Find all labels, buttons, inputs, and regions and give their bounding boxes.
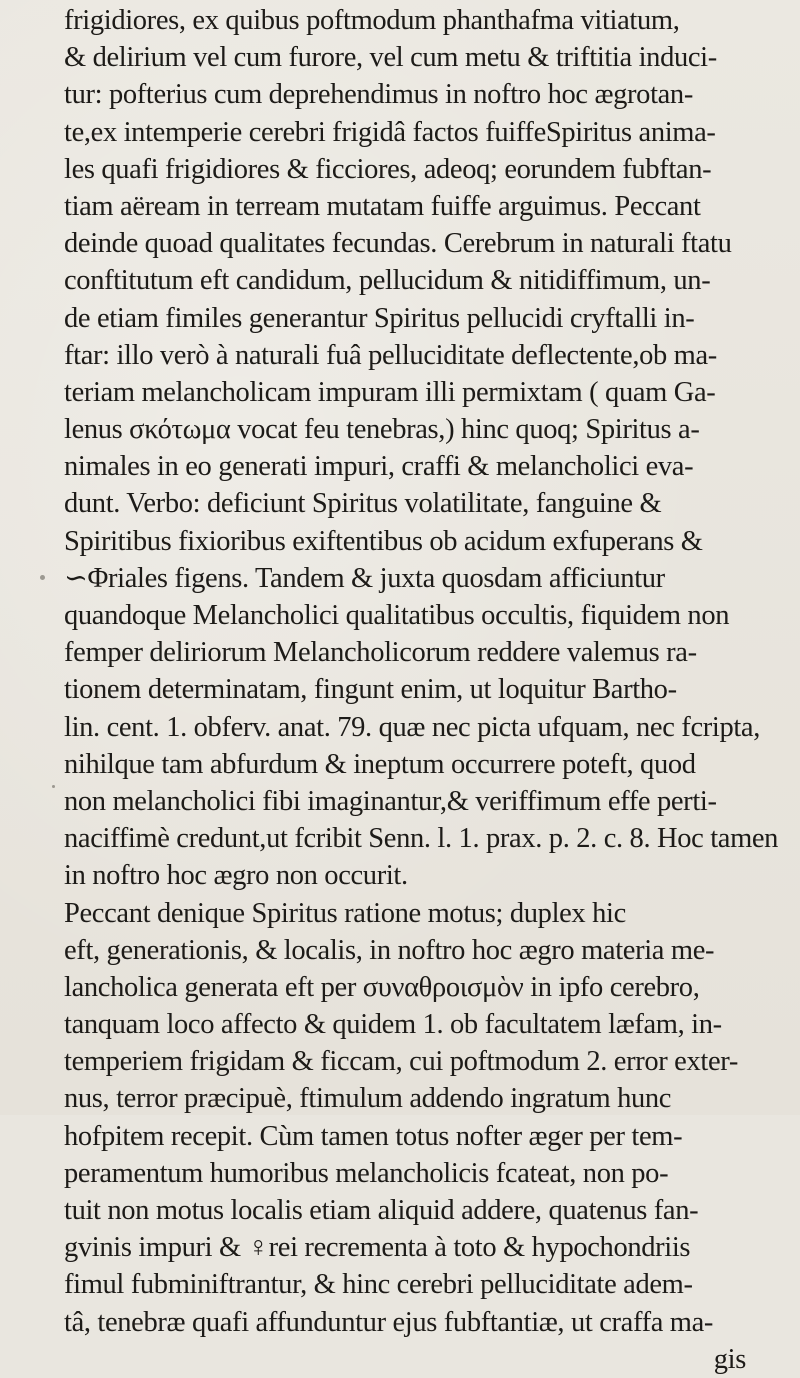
- text-line: conftitutum eft candidum, pellucidum & nitidiffimum, un-: [64, 265, 711, 297]
- text-line: tur: pofterius cum deprehendimus in noftro hoc ægrotan-: [64, 79, 693, 111]
- latin-text-block: [64, 2, 784, 1378]
- text-line: les quafi frigidiores & ficciores, adeoq; eorundem fubftan-: [64, 153, 712, 185]
- text-line: tuit non motus localis etiam aliquid addere, quatenus fan-: [64, 1195, 699, 1226]
- text-line: nimales in eo generati impuri, craffi & melancholici eva-: [64, 451, 694, 483]
- text-line: lancholica generata eft per συναθροισμὸν in ipfo cerebro,: [64, 971, 700, 1003]
- catchword: gis: [713, 1343, 746, 1375]
- text-line: tionem determinatam, fingunt enim, ut loquitur Bartho-: [64, 674, 677, 706]
- text-line: ftar: illo verò à naturali fuâ pelluciditate deflectente,ob ma-: [64, 339, 717, 371]
- text-line: peramentum humoribus melancholicis fcateat, non po-: [64, 1157, 669, 1189]
- text-line: in noftro hoc ægro non occurit.: [64, 860, 408, 892]
- text-line: nihilque tam abfurdum & ineptum occurrere poteft, quod: [64, 748, 696, 780]
- text-line: hofpitem recepit. Cùm tamen totus nofter æger per tem-: [64, 1120, 683, 1152]
- ink-speck: [40, 575, 45, 580]
- text-line: & delirium vel cum furore, vel cum metu & triftitia induci-: [64, 42, 717, 74]
- text-line: eft, generationis, & localis, in noftro hoc ægro materia me-: [64, 934, 715, 966]
- text-line: frigidiores, ex quibus poftmodum phanthafma vitiatum,: [64, 5, 680, 36]
- text-line: lin. cent. 1. obferv. anat. 79. quæ nec picta ufquam, nec fcripta,: [64, 711, 760, 743]
- text-line: lenus σκότωμα vocat feu tenebras,) hinc quoq; Spiritus a-: [64, 414, 700, 446]
- text-line: femper deliriorum Melancholicorum reddere valemus ra-: [64, 637, 697, 669]
- text-line: teriam melancholicam impuram illi permixtam ( quam Ga-: [64, 376, 716, 408]
- text-line: temperiem frigidam & ficcam, cui poftmodum 2. error exter-: [64, 1046, 738, 1078]
- ink-speck: [52, 785, 55, 788]
- text-line: te,ex intemperie cerebri frigidâ factos fuiffeSpiritus anima-: [64, 116, 716, 148]
- text-line: dunt. Verbo: deficiunt Spiritus volatilitate, fanguine &: [64, 488, 662, 520]
- text-line: naciffimè credunt,ut fcribit Senn. l. 1. prax. p. 2. c. 8. Hoc tamen: [64, 823, 779, 855]
- text-line: fimul fubminiftrantur, & hinc cerebri pelluciditate adem-: [64, 1269, 693, 1301]
- text-line: tiam aëream in terream mutatam fuiffe arguimus. Peccant: [64, 190, 701, 222]
- text-line: non melancholici fibi imaginantur,& veriffimum effe perti-: [64, 785, 717, 817]
- text-line: tâ, tenebræ quafi affunduntur ejus fubftantiæ, ut craffa ma-: [64, 1306, 714, 1338]
- text-line: tanquam loco affecto & quidem 1. ob facultatem læfam, in-: [64, 1009, 722, 1041]
- text-line: de etiam fimiles generantur Spiritus pellucidi cryftalli in-: [64, 302, 695, 334]
- text-line: quandoque Melancholici qualitatibus occultis, fiquidem non: [64, 600, 730, 631]
- text-line: Peccant denique Spiritus ratione motus; duplex hic: [64, 897, 626, 929]
- text-line: nus, terror præcipuè, ftimulum addendo ingratum hunc: [64, 1083, 672, 1115]
- text-line: Spiritibus fixioribus exiftentibus ob acidum exfuperans &: [64, 525, 703, 557]
- text-line: ∽Φriales figens. Tandem & juxta quosdam afficiuntur: [64, 562, 665, 594]
- text-line: deinde quoad qualitates fecundas. Cerebrum in naturali ftatu: [64, 228, 732, 260]
- text-line: gvinis impuri & ♀rei recrementa à toto & hypochondriis: [64, 1232, 691, 1264]
